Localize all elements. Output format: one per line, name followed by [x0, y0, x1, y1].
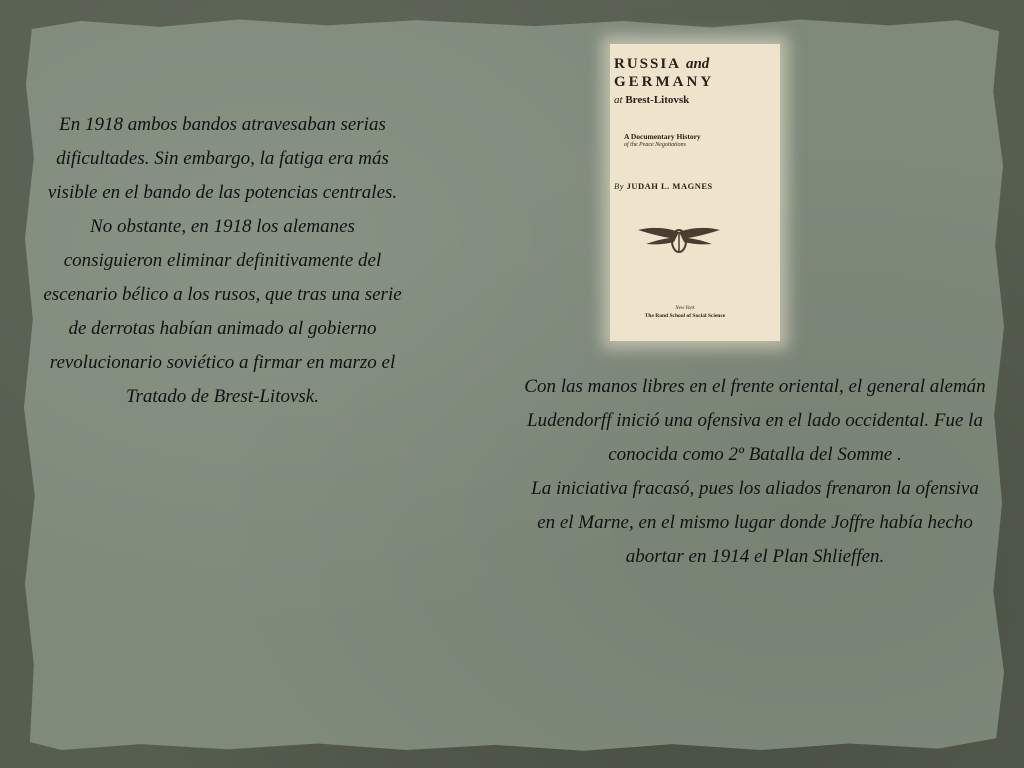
right-paragraph-1: Con las manos libres en el frente oriental, el general alemán Ludendorff inició una ofensiva en el lado occidental. Fue la conocida como 2º Batalla del Somme .	[524, 376, 986, 465]
winged-emblem-icon	[634, 224, 724, 258]
book-subtitle-line2: of the Peace Negotiations	[624, 142, 686, 148]
book-cover-image	[610, 44, 780, 341]
book-author: By JUDAH L. MAGNES	[614, 181, 713, 191]
book-title-line1: RUSSIA and	[614, 56, 710, 72]
right-text-block	[520, 370, 990, 574]
book-title-line2: GERMANY	[614, 74, 715, 90]
book-publisher-city: New York	[675, 306, 695, 311]
left-paragraph-1: En 1918 ambos bandos atravesaban serias dificultades. Sin embargo, la fatiga era más visible en el bando de las potencias centrales.	[47, 114, 398, 203]
left-text-block	[40, 108, 405, 414]
book-publisher: The Rand School of Social Science	[644, 313, 726, 319]
right-paragraph-2: La iniciativa fracasó, pues los aliados frenaron la ofensiva en el Marne, en el mismo lugar donde Joffre había hecho abortar en 1914 el Plan Shlieffen.	[531, 478, 979, 567]
book-title-line3: at Brest-Litovsk	[614, 94, 690, 106]
left-paragraph-2: No obstante, en 1918 los alemanes consiguieron eliminar definitivamente del escenario bélico a los rusos, que tras una serie de derrotas habían animado al gobierno revolucionario soviético a firmar en marzo el Tratado de Brest-Litovsk.	[43, 216, 402, 407]
book-subtitle-line1: A Documentary History	[624, 132, 701, 141]
